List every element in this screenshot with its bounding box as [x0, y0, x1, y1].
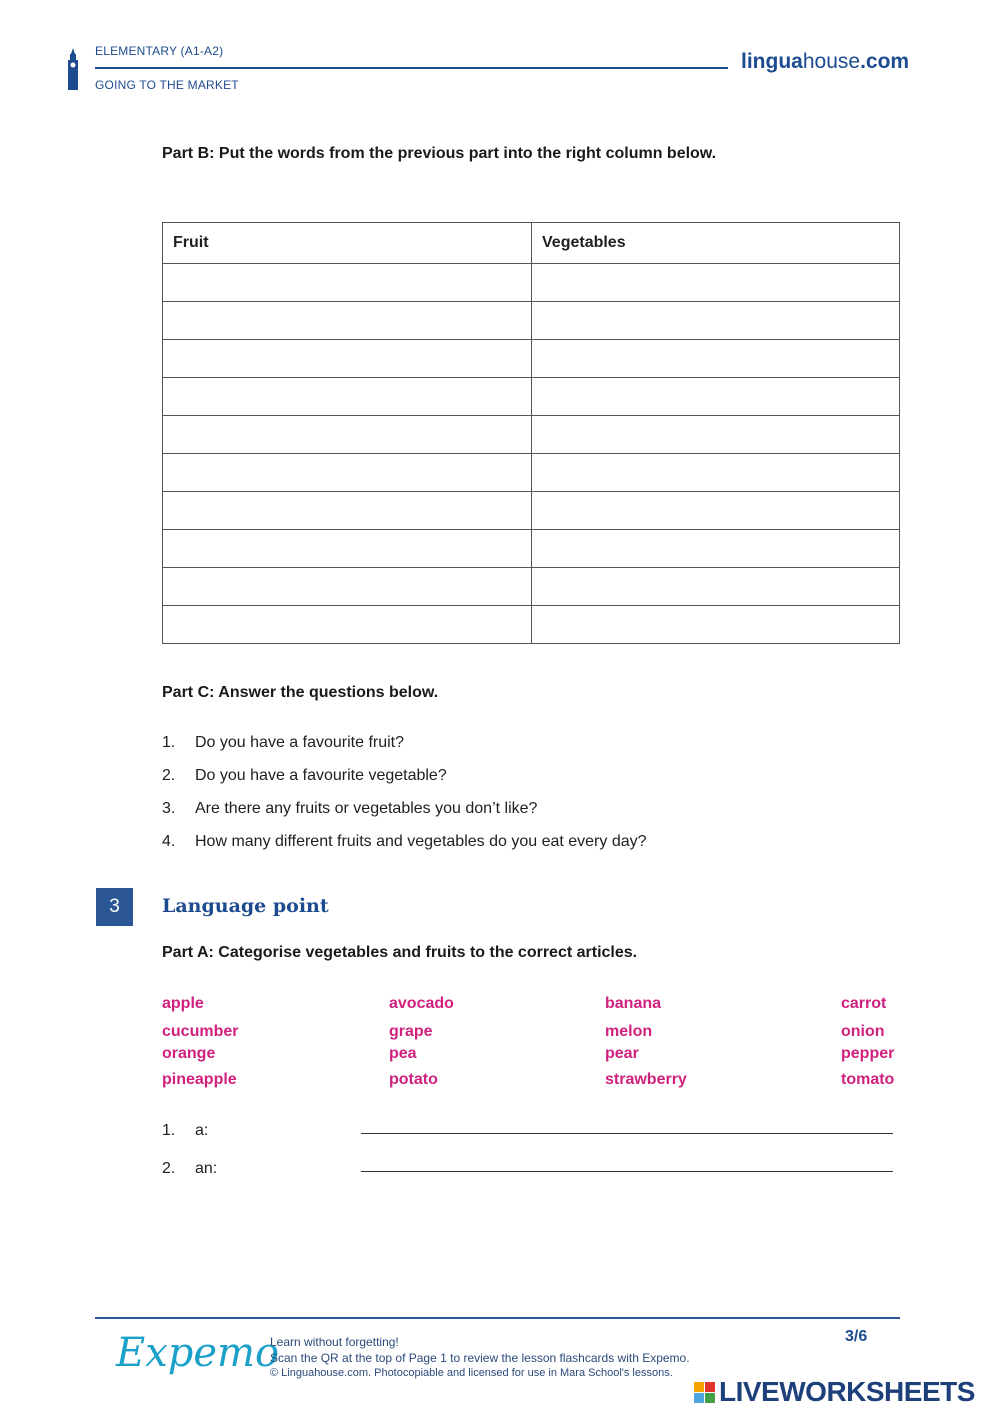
table-row	[163, 302, 900, 340]
question-text: Do you have a favourite vegetable?	[195, 767, 447, 784]
list-item: 2. Do you have a favourite vegetable?	[162, 767, 862, 800]
liveworksheets-wordmark: LIVEWORKSHEETS	[719, 1376, 975, 1407]
vegetable-cell[interactable]	[532, 492, 900, 530]
table-row	[163, 492, 900, 530]
vegetable-cell[interactable]	[532, 302, 900, 340]
word-item: banana	[605, 995, 662, 1012]
footer-rule	[95, 1317, 900, 1319]
vegetable-cell[interactable]	[532, 340, 900, 378]
lesson-topic: GOING TO THE MARKET	[95, 78, 239, 92]
fruit-cell[interactable]	[163, 606, 532, 644]
list-item: 3. Are there any fruits or vegetables you don’t like?	[162, 800, 862, 833]
question-text: Do you have a favourite fruit?	[195, 734, 405, 751]
fruit-cell[interactable]	[163, 378, 532, 416]
section-number-badge: 3	[96, 888, 133, 926]
fruit-vegetable-table	[162, 222, 900, 644]
liveworksheets-icon	[694, 1382, 715, 1403]
part-a-instruction: Part A: Categorise vegetables and fruits to the correct articles.	[162, 944, 638, 961]
word-item: pepper	[841, 1045, 895, 1062]
fruit-cell[interactable]	[163, 416, 532, 454]
word-item: cucumber	[162, 1023, 239, 1040]
table-row	[163, 416, 900, 454]
vegetable-cell[interactable]	[532, 416, 900, 454]
footer-tagline: Learn without forgetting!	[270, 1335, 399, 1349]
word-item: orange	[162, 1045, 216, 1062]
fruit-cell[interactable]	[163, 568, 532, 606]
answer-line-a[interactable]	[361, 1133, 893, 1134]
word-item: potato	[389, 1071, 438, 1088]
table-row	[163, 378, 900, 416]
question-text: How many different fruits and vegetables do you eat every day?	[195, 833, 647, 850]
footer-instruction: Scan the QR at the top of Page 1 to review the lesson flashcards with Expemo.	[270, 1351, 690, 1365]
list-item: 4. How many different fruits and vegetables do you eat every day?	[162, 833, 862, 866]
word-item: apple	[162, 995, 204, 1012]
liveworksheets-watermark	[694, 1376, 975, 1408]
word-item: strawberry	[605, 1071, 687, 1088]
word-item: carrot	[841, 995, 887, 1012]
vegetable-cell[interactable]	[532, 606, 900, 644]
expemo-logo: Expemo	[116, 1330, 280, 1376]
word-item: pear	[605, 1045, 639, 1062]
word-item: pea	[389, 1045, 417, 1062]
linguahouse-logo: linguahouse.com	[741, 50, 910, 73]
part-b-instruction: Part B: Put the words from the previous part into the right column below.	[162, 145, 717, 162]
vegetable-cell[interactable]	[532, 378, 900, 416]
vegetable-cell[interactable]	[532, 264, 900, 302]
fruit-cell[interactable]	[163, 530, 532, 568]
part-c-instruction: Part C: Answer the questions below.	[162, 684, 439, 701]
word-item: melon	[605, 1023, 653, 1040]
word-item: grape	[389, 1023, 433, 1040]
word-item: onion	[841, 1023, 885, 1040]
table-row	[163, 568, 900, 606]
word-item: avocado	[389, 995, 454, 1012]
fruit-cell[interactable]	[163, 492, 532, 530]
vegetable-cell[interactable]	[532, 454, 900, 492]
list-item: 1. Do you have a favourite fruit?	[162, 734, 862, 767]
vegetable-cell[interactable]	[532, 530, 900, 568]
table-row	[163, 454, 900, 492]
table-row	[163, 340, 900, 378]
header-rule	[95, 67, 728, 69]
fruit-cell[interactable]	[163, 454, 532, 492]
answer-number: 2.	[162, 1160, 176, 1177]
table-row	[163, 530, 900, 568]
article-label-an: an:	[195, 1160, 218, 1177]
table-row	[163, 606, 900, 644]
question-list	[162, 734, 862, 866]
word-item: pineapple	[162, 1071, 237, 1088]
fruit-cell[interactable]	[163, 340, 532, 378]
fruit-cell[interactable]	[163, 302, 532, 340]
answer-line-an[interactable]	[361, 1171, 893, 1172]
question-text: Are there any fruits or vegetables you don’t like?	[195, 800, 538, 817]
table-row	[163, 264, 900, 302]
fruit-cell[interactable]	[163, 264, 532, 302]
fruit-column-header: Fruit	[163, 223, 532, 264]
answer-number: 1.	[162, 1122, 176, 1139]
footer-copyright: © Linguahouse.com. Photocopiable and licensed for use in Mara School's lessons.	[270, 1367, 673, 1379]
vegetables-column-header: Vegetables	[532, 223, 900, 264]
level-label: ELEMENTARY (A1-A2)	[95, 44, 224, 58]
section-title: Language point	[162, 895, 329, 917]
word-item: tomato	[841, 1071, 895, 1088]
tower-icon	[66, 48, 80, 90]
page-number: 3/6	[845, 1328, 868, 1345]
article-label-a: a:	[195, 1122, 209, 1139]
vegetable-cell[interactable]	[532, 568, 900, 606]
